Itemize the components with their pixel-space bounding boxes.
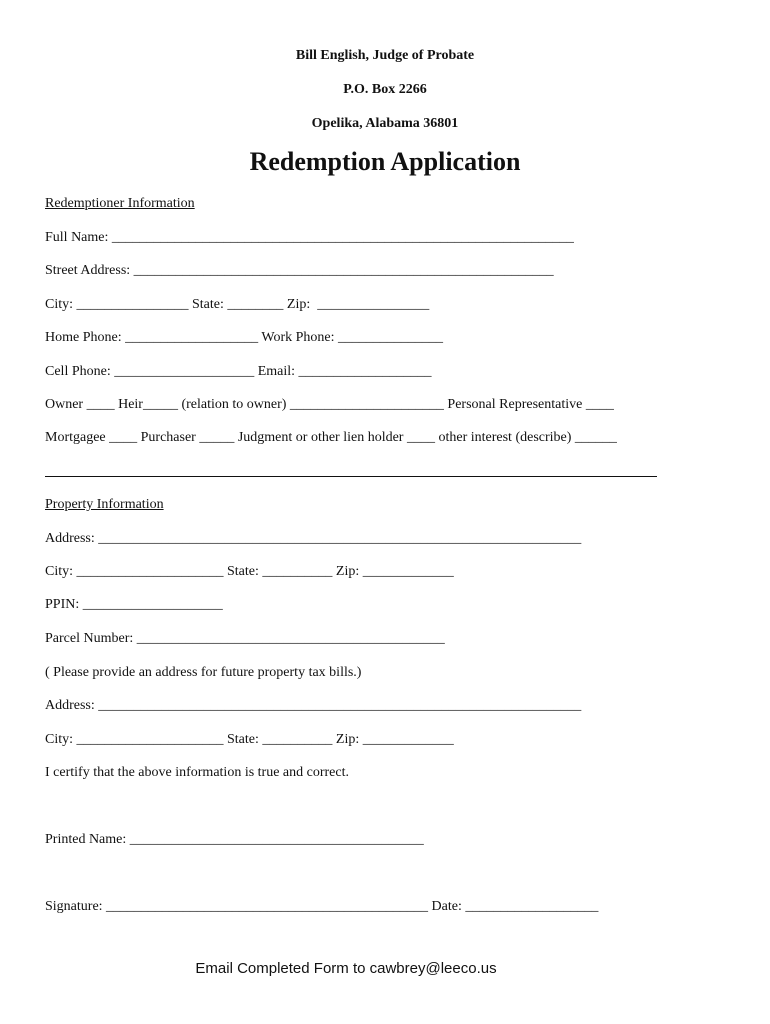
full-name-field[interactable]: Full Name: __________________________________________________________________ — [45, 230, 574, 245]
section-redemptioner-information: Redemptioner Information — [45, 196, 195, 211]
section-property-information: Property Information — [45, 497, 164, 512]
parcel-number-field[interactable]: Parcel Number: ____________________________________________ — [45, 631, 445, 646]
property-address-field[interactable]: Address: _____________________________________________________________________ — [45, 531, 582, 546]
page-title: Redemption Application — [249, 147, 521, 176]
future-address-field[interactable]: Address: _____________________________________________________________________ — [45, 698, 582, 713]
printed-name-field[interactable]: Printed Name: __________________________________________ — [45, 832, 424, 847]
property-city-state-zip-field[interactable]: City: _____________________ State: __________ Zip: _____________ — [45, 564, 454, 579]
ppin-field[interactable]: PPIN: ____________________ — [45, 597, 223, 612]
street-address-field[interactable]: Street Address: ____________________________________________________________ — [45, 263, 554, 278]
owner-heir-options[interactable]: Owner ____ Heir_____ (relation to owner) ______________________ Personal Representative ____ — [45, 397, 614, 412]
describe-interest-line[interactable] — [45, 476, 657, 477]
cell-email-fields[interactable]: Cell Phone: ____________________ Email: ___________________ — [45, 364, 432, 379]
city-state-zip-field[interactable]: City: ________________ State: ________ Zip: ________________ — [45, 297, 430, 312]
future-city-state-zip-field[interactable]: City: _____________________ State: __________ Zip: _____________ — [45, 732, 454, 747]
future-address-note: ( Please provide an address for future property tax bills.) — [45, 665, 362, 680]
phone-fields[interactable]: Home Phone: ___________________ Work Phone: _______________ — [45, 330, 443, 345]
office-name: Bill English, Judge of Probate — [295, 48, 475, 63]
certification-statement: I certify that the above information is true and correct. — [45, 765, 349, 780]
email-instruction: Email Completed Form to cawbrey@leeco.us — [195, 960, 497, 977]
office-city-state: Opelika, Alabama 36801 — [311, 116, 459, 131]
mortgagee-options[interactable]: Mortgagee ____ Purchaser _____ Judgment or other lien holder ____ other interest (describe) ______ — [45, 430, 617, 445]
office-po-box: P.O. Box 2266 — [343, 82, 427, 97]
signature-date-fields[interactable]: Signature: ______________________________________________ Date: ___________________ — [45, 899, 599, 914]
